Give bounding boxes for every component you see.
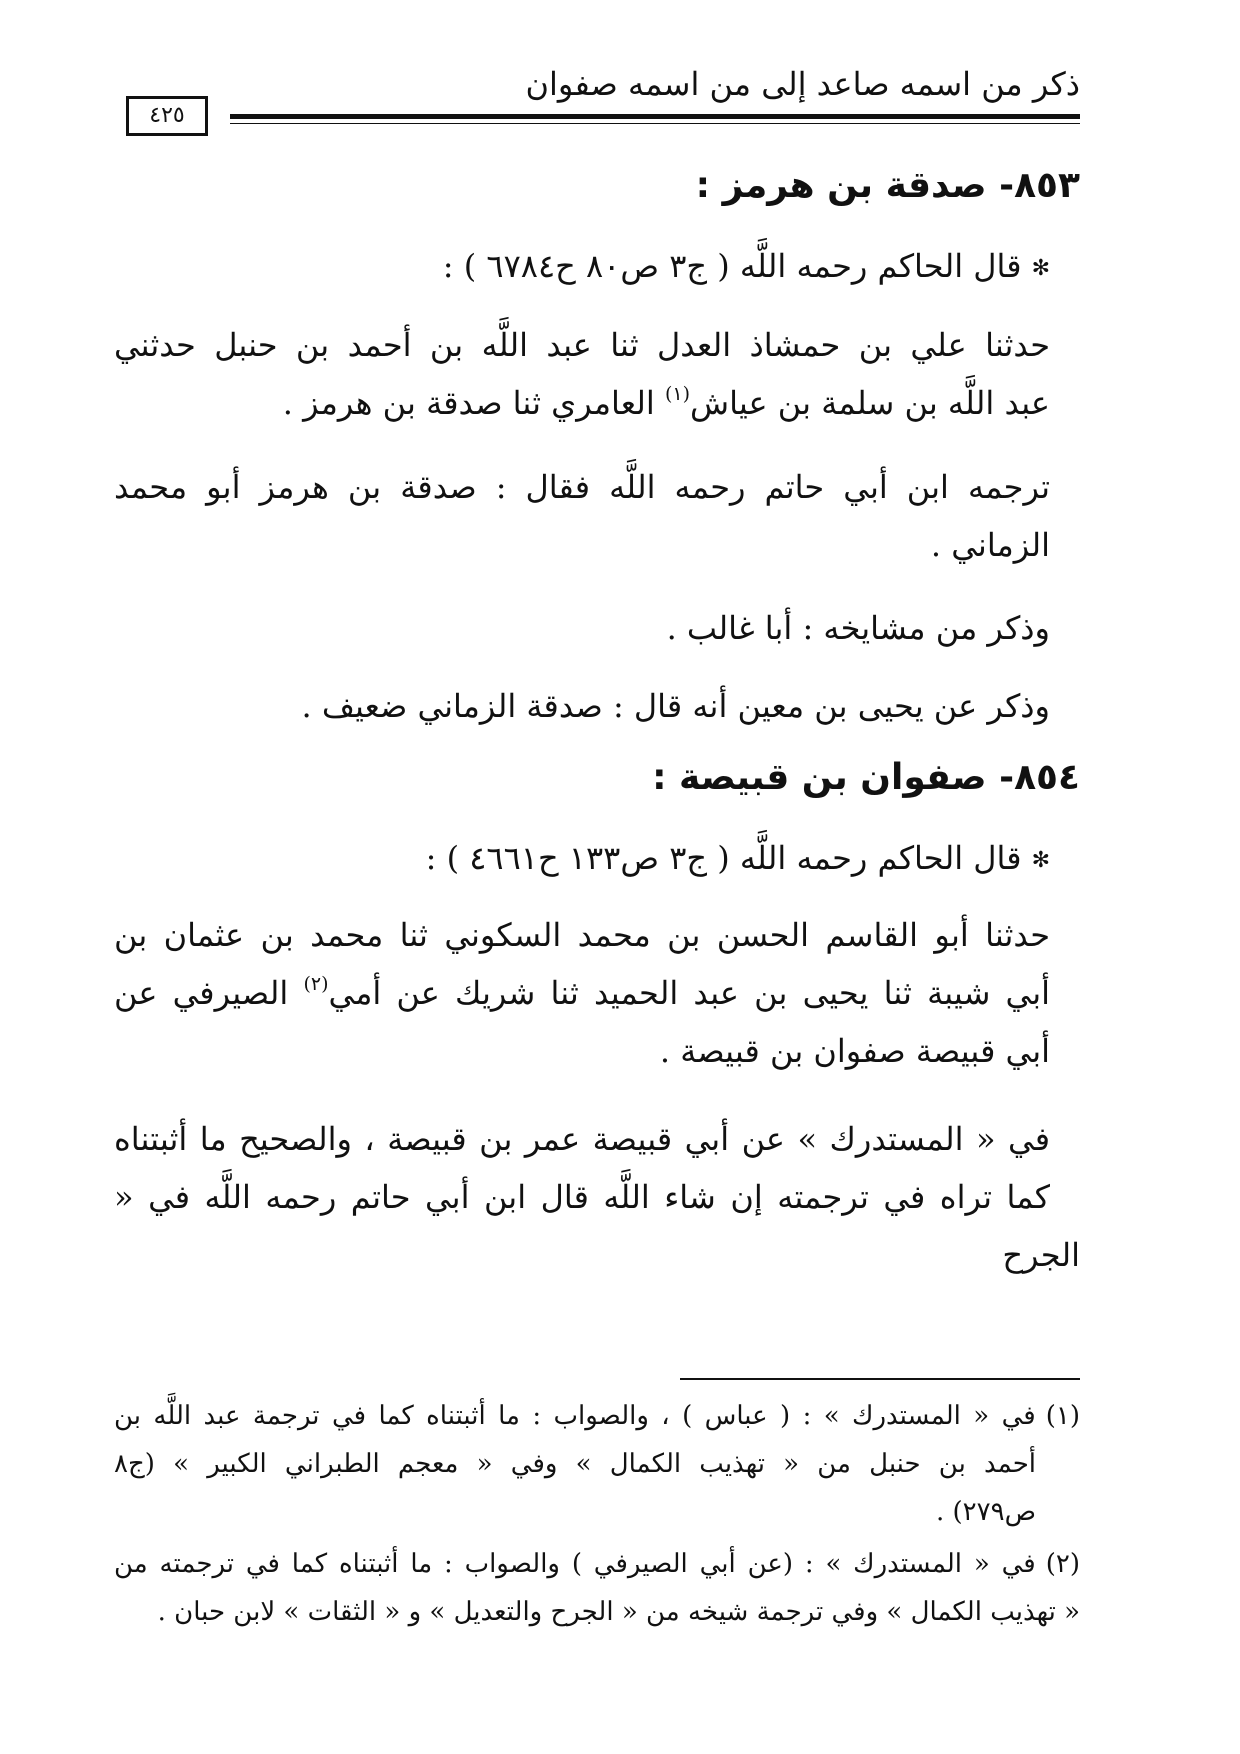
comment-line: كما تراه في ترجمته إن شاء اللَّه قال ابن أبي حاتم رحمه اللَّه في « الجرح xyxy=(114,1178,1080,1274)
footnote-1 xyxy=(114,1392,1080,1536)
isnad-line: أبي قبيصة صفوان بن قبيصة . xyxy=(659,1032,1050,1070)
footnote-ref-1: (١) xyxy=(664,383,691,405)
comment-line: في « المستدرك » عن أبي قبيصة عمر بن قبيصة ، والصحيح ما أثبتناه xyxy=(114,1120,1050,1158)
asterisk-icon: ✻ xyxy=(1031,255,1050,281)
isnad-line: حدثنا علي بن حمشاذ العدل ثنا عبد اللَّه بن أحمد بن حنبل حدثني xyxy=(114,326,1050,364)
isnad-line xyxy=(114,374,1080,432)
isnad-text: العامري ثنا صدقة بن هرمز . xyxy=(282,384,655,422)
entry-heading-854: ٨٥٤- صفوان بن قبيصة : xyxy=(652,757,1080,798)
comment-paragraph-854 xyxy=(114,1110,1080,1284)
footnote-ref-2: (٢) xyxy=(303,973,329,995)
isnad-paragraph-854 xyxy=(114,906,1080,1080)
ibn-main-line-853: وذكر عن يحيى بن معين أنه قال : صدقة الزماني ضعيف . xyxy=(301,687,1050,725)
source-line-854 xyxy=(426,834,1050,885)
footnote-text: في « المستدرك » : (عن أبي الصيرفي ) والصواب : ما أثبتناه كما في ترجمته من xyxy=(114,1549,1036,1579)
source-text: قال الحاكم رحمه اللَّه ( ج٣ ص١٣٣ ح٤٦٦١ ) : xyxy=(425,839,1022,877)
footnote-number: (٢) xyxy=(1045,1549,1080,1579)
footnote-2 xyxy=(114,1540,1080,1636)
running-title: ذكر من اسمه صاعد إلى من اسمه صفوان xyxy=(525,65,1080,103)
footnote-line: ص٢٧٩) . xyxy=(935,1497,1036,1527)
header-rule-thin xyxy=(230,123,1080,124)
isnad-line: حدثنا أبو القاسم الحسن بن محمد السكوني ثنا محمد بن عثمان بن xyxy=(114,916,1050,954)
tarjama-line: ترجمه ابن أبي حاتم رحمه اللَّه فقال : صدقة بن هرمز أبو محمد xyxy=(114,468,1050,506)
isnad-text: الصيرفي عن xyxy=(114,974,289,1012)
tarjama-line: الزماني . xyxy=(930,526,1050,564)
footnote-text: في « المستدرك » : ( عباس ) ، والصواب : ما أثبتناه كما في ترجمة عبد اللَّه بن xyxy=(114,1401,1036,1431)
entry-heading-853: ٨٥٣- صدقة بن هرمز : xyxy=(695,165,1080,206)
footnote-line: أحمد بن حنبل من « تهذيب الكمال » وفي « معجم الطبراني الكبير » (ج٨ xyxy=(114,1449,1036,1479)
footnote-line xyxy=(114,1392,1080,1440)
footnote-separator xyxy=(680,1378,1080,1380)
page-number: ٤٢٥ xyxy=(126,96,208,136)
isnad-line xyxy=(114,964,1080,1022)
isnad-text: عبد اللَّه بن سلمة بن عياش xyxy=(690,384,1050,422)
shaykh-line-853: وذكر من مشايخه : أبا غالب . xyxy=(666,609,1050,647)
footnote-line: « تهذيب الكمال » وفي ترجمة شيخه من « الجرح والتعديل » و « الثقات » لابن حبان . xyxy=(157,1597,1080,1627)
tarjama-paragraph-853 xyxy=(114,458,1080,574)
isnad-text: أبي شيبة ثنا يحيى بن عبد الحميد ثنا شريك عن أمي xyxy=(328,974,1051,1012)
footnote-line xyxy=(114,1540,1080,1588)
source-line-853 xyxy=(443,242,1050,293)
source-text: قال الحاكم رحمه اللَّه ( ج٣ ص٨٠ ح٦٧٨٤ ) : xyxy=(442,247,1022,285)
isnad-paragraph-853 xyxy=(114,316,1080,432)
header-rule-thick xyxy=(230,114,1080,119)
asterisk-icon: ✻ xyxy=(1031,847,1050,873)
header-rule xyxy=(160,112,1080,126)
footnote-number: (١) xyxy=(1045,1401,1080,1431)
